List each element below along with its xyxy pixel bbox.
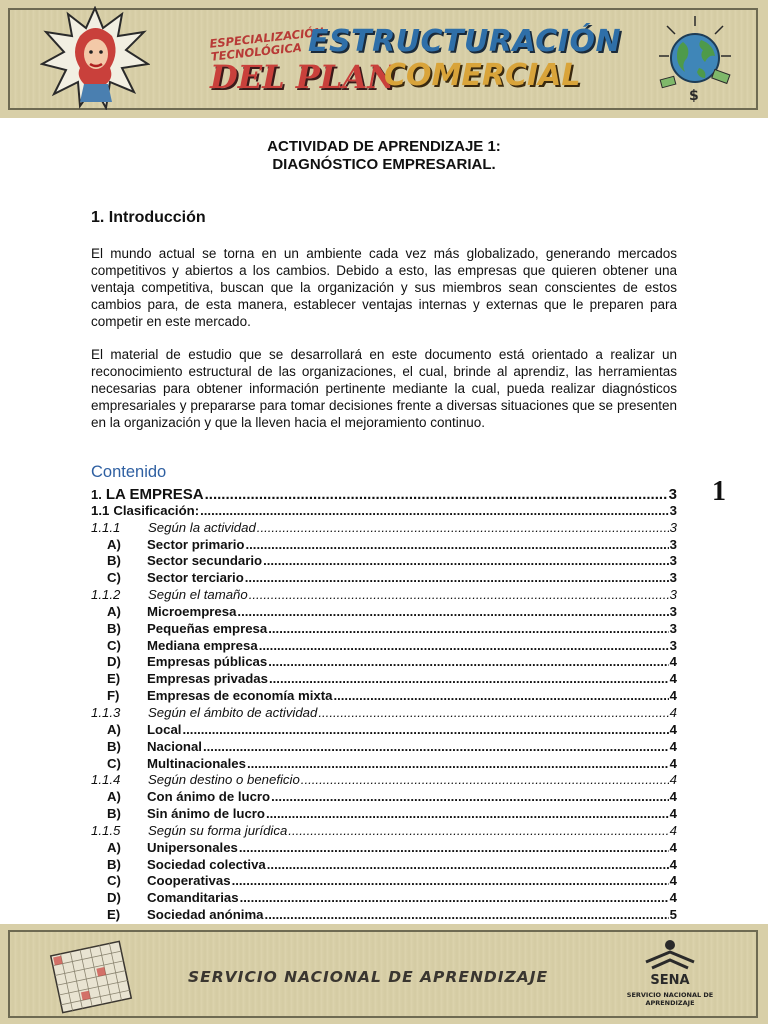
toc-entry-label bbox=[91, 789, 270, 804]
toc-entry-text: Sector secundario bbox=[147, 553, 263, 569]
toc-entry-label bbox=[91, 654, 267, 669]
toc-entry[interactable] bbox=[91, 520, 677, 537]
toc-entry-number: B) bbox=[107, 806, 121, 822]
toc-entry-label bbox=[91, 486, 204, 503]
toc-entry-number: 1.1.1 bbox=[91, 519, 121, 535]
toc-entry-page: 3 bbox=[669, 502, 677, 518]
contents-heading: Contenido bbox=[91, 463, 167, 481]
banner-title-commercial: COMERCIAL bbox=[384, 58, 581, 93]
toc-entry-number: 1.1.4 bbox=[91, 772, 121, 788]
toc-entry-number: B) bbox=[107, 738, 121, 754]
toc-entry-label bbox=[91, 671, 268, 686]
toc-entry-label bbox=[91, 756, 246, 771]
toc-entry[interactable] bbox=[91, 789, 677, 806]
toc-entry-text: Unipersonales bbox=[147, 839, 238, 855]
toc-entry-text: Pequeñas empresa bbox=[147, 620, 268, 636]
toc-entry-page: 3 bbox=[668, 486, 677, 503]
toc-leader-dots bbox=[263, 553, 669, 568]
toc-entry[interactable] bbox=[91, 638, 677, 655]
table-of-contents bbox=[91, 486, 677, 924]
toc-entry[interactable] bbox=[91, 705, 677, 722]
svg-text:$: $ bbox=[689, 88, 699, 104]
toc-entry-label bbox=[91, 907, 264, 922]
toc-leader-dots bbox=[239, 840, 669, 855]
footer-banner bbox=[0, 924, 768, 1024]
toc-entry-label bbox=[91, 890, 239, 905]
toc-entry-label bbox=[91, 806, 265, 821]
toc-entry-number: C) bbox=[107, 755, 121, 771]
footer-title: SERVICIO NACIONAL DE APRENDIZAJE bbox=[188, 968, 549, 986]
toc-entry-text: Empresas privadas bbox=[147, 671, 268, 687]
toc-leader-dots bbox=[269, 671, 669, 686]
toc-entry-page: 4 bbox=[669, 839, 677, 855]
toc-leader-dots bbox=[247, 756, 669, 771]
toc-entry[interactable] bbox=[91, 873, 677, 890]
toc-entry-label bbox=[91, 570, 244, 585]
toc-entry[interactable] bbox=[91, 537, 677, 554]
sena-logo-text: SENA bbox=[650, 973, 690, 988]
toc-entry-text: Según su forma jurídica bbox=[148, 822, 288, 838]
toc-leader-dots bbox=[232, 873, 669, 888]
toc-entry-text: Empresas públicas bbox=[147, 654, 268, 670]
toc-leader-dots bbox=[268, 621, 668, 636]
toc-leader-dots bbox=[203, 739, 669, 754]
toc-entry[interactable] bbox=[91, 688, 677, 705]
toc-entry-label bbox=[91, 739, 202, 754]
intro-paragraph-2: El material de estudio que se desarrollará en este documento está orientado a realizar un reconocimiento estructural de las organizaciones, el cual, brinde al aprendiz, las herramientas necesarias para obtener información pertinente mediante la cual, pueda realizar diagnósticos empresariales y prepararse para tomar decisiones frente a diversas situaciones que se presenten en la organización y que la lleven hacia el mejoramiento continuo. bbox=[91, 347, 677, 430]
toc-entry-label bbox=[91, 857, 266, 872]
toc-entry-page: 4 bbox=[669, 738, 677, 754]
comic-woman-illustration bbox=[40, 6, 150, 110]
toc-leader-dots bbox=[249, 587, 669, 602]
toc-entry-label bbox=[91, 520, 256, 535]
toc-entry-page: 3 bbox=[669, 637, 677, 653]
toc-entry-label bbox=[91, 772, 300, 787]
toc-entry-label bbox=[91, 621, 267, 636]
toc-entry[interactable] bbox=[91, 823, 677, 840]
section-heading-introduction: 1. Introducción bbox=[91, 209, 206, 226]
toc-entry[interactable] bbox=[91, 671, 677, 688]
toc-entry-page: 5 bbox=[669, 907, 677, 923]
toc-entry-text: Sector terciario bbox=[147, 570, 244, 586]
toc-entry[interactable] bbox=[91, 857, 677, 874]
toc-leader-dots bbox=[259, 638, 669, 653]
toc-entry-page: 4 bbox=[669, 890, 677, 906]
banner-title-structuring: ESTRUCTURACIÓN bbox=[308, 24, 622, 59]
toc-entry-page: 4 bbox=[669, 806, 677, 822]
toc-entry-number: C) bbox=[107, 873, 121, 889]
toc-entry-label bbox=[91, 722, 181, 737]
toc-entry-page: 3 bbox=[669, 603, 677, 619]
toc-entry[interactable] bbox=[91, 772, 677, 789]
toc-entry-page: 3 bbox=[669, 620, 677, 636]
toc-entry[interactable] bbox=[91, 553, 677, 570]
toc-entry-number: B) bbox=[107, 856, 121, 872]
toc-entry-label bbox=[91, 688, 332, 703]
toc-entry-label bbox=[91, 705, 317, 720]
toc-entry-label bbox=[91, 604, 236, 619]
toc-entry-text: Comanditarias bbox=[147, 890, 239, 906]
toc-entry-page: 4 bbox=[669, 856, 677, 872]
toc-entry[interactable] bbox=[91, 604, 677, 621]
toc-entry-text: Cooperativas bbox=[147, 873, 231, 889]
toc-entry-text: Microempresa bbox=[147, 603, 237, 619]
toc-entry-label bbox=[91, 587, 248, 602]
toc-leader-dots bbox=[237, 604, 668, 619]
document-title-line1: ACTIVIDAD DE APRENDIZAJE 1: bbox=[267, 138, 501, 155]
toc-entry[interactable] bbox=[91, 503, 677, 520]
document-title-line2: DIAGNÓSTICO EMPRESARIAL. bbox=[272, 156, 496, 173]
toc-leader-dots bbox=[301, 772, 669, 787]
toc-entry-label bbox=[91, 503, 199, 518]
toc-entry[interactable] bbox=[91, 621, 677, 638]
toc-entry-number: B) bbox=[107, 620, 121, 636]
toc-entry-text: Sociedad anónima bbox=[147, 907, 264, 923]
toc-entry-number: A) bbox=[107, 603, 121, 619]
toc-entry-number: A) bbox=[107, 536, 121, 552]
toc-entry-number: 1.1.3 bbox=[91, 704, 121, 720]
toc-entry[interactable] bbox=[91, 840, 677, 857]
toc-entry-number: E) bbox=[107, 671, 121, 687]
toc-leader-dots bbox=[182, 722, 668, 737]
toc-entry[interactable] bbox=[91, 739, 677, 756]
header-banner bbox=[0, 0, 768, 118]
toc-entry-number: D) bbox=[107, 654, 121, 670]
toc-entry-text: Empresas de economía mixta bbox=[147, 688, 333, 704]
sena-logo bbox=[640, 938, 700, 988]
toc-leader-dots bbox=[333, 688, 668, 703]
toc-entry[interactable] bbox=[91, 722, 677, 739]
toc-entry[interactable] bbox=[91, 890, 677, 907]
document-title bbox=[90, 138, 678, 174]
toc-entry[interactable] bbox=[91, 654, 677, 671]
toc-leader-dots bbox=[268, 654, 668, 669]
toc-leader-dots bbox=[245, 537, 668, 552]
toc-entry-number: 1.1.2 bbox=[91, 587, 121, 603]
calendar-illustration bbox=[46, 938, 136, 1016]
toc-leader-dots bbox=[205, 486, 668, 503]
toc-entry-text: Nacional bbox=[147, 738, 202, 754]
toc-entry-label bbox=[91, 537, 244, 552]
toc-entry-number: 1.1.5 bbox=[91, 822, 121, 838]
toc-entry-label bbox=[91, 840, 238, 855]
toc-entry-label bbox=[91, 553, 262, 568]
toc-entry-page: 3 bbox=[669, 587, 677, 603]
toc-entry-number: 1. bbox=[91, 487, 102, 502]
toc-leader-dots bbox=[200, 503, 669, 518]
sena-caption: SERVICIO NACIONAL DE APRENDIZAJE bbox=[626, 991, 714, 1007]
toc-entry-text: Multinacionales bbox=[147, 755, 246, 771]
toc-entry-text: Según la actividad bbox=[148, 519, 256, 535]
banner-title-plan: DEL PLAN bbox=[210, 58, 397, 96]
toc-entry-number: A) bbox=[107, 721, 121, 737]
toc-entry-label bbox=[91, 823, 287, 838]
specialization-label: ESPECIALIZACIÓN TECNOLÓGICA bbox=[208, 24, 325, 64]
toc-leader-dots bbox=[271, 789, 669, 804]
toc-entry-number: F) bbox=[107, 688, 120, 704]
toc-entry[interactable] bbox=[91, 806, 677, 823]
toc-entry-page: 4 bbox=[669, 873, 677, 889]
toc-entry[interactable] bbox=[91, 587, 677, 604]
toc-leader-dots bbox=[240, 890, 669, 905]
toc-entry-page: 4 bbox=[669, 789, 677, 805]
toc-leader-dots bbox=[266, 806, 669, 821]
toc-leader-dots bbox=[257, 520, 669, 535]
toc-entry[interactable] bbox=[91, 570, 677, 587]
toc-entry-page: 4 bbox=[669, 654, 677, 670]
toc-entry-number: E) bbox=[107, 907, 121, 923]
toc-entry-page: 3 bbox=[669, 519, 677, 535]
toc-entry[interactable] bbox=[91, 907, 677, 924]
toc-entry-number: 1.1 bbox=[91, 502, 110, 518]
toc-entry-text: Sector primario bbox=[147, 536, 245, 552]
toc-leader-dots bbox=[267, 857, 669, 872]
toc-entry[interactable] bbox=[91, 486, 677, 503]
toc-entry-text: LA EMPRESA bbox=[105, 486, 204, 503]
toc-entry-page: 4 bbox=[669, 822, 677, 838]
toc-entry-text: Clasificación: bbox=[113, 502, 200, 518]
toc-entry-page: 4 bbox=[669, 721, 677, 737]
toc-entry-text: Sociedad colectiva bbox=[147, 856, 266, 872]
toc-entry-page: 3 bbox=[669, 536, 677, 552]
toc-entry-text: Local bbox=[147, 721, 182, 737]
page-number: 1 bbox=[712, 476, 726, 507]
toc-entry-page: 4 bbox=[669, 772, 677, 788]
toc-leader-dots bbox=[318, 705, 668, 720]
toc-entry[interactable] bbox=[91, 756, 677, 773]
toc-entry-number: A) bbox=[107, 839, 121, 855]
toc-leader-dots bbox=[288, 823, 668, 838]
toc-leader-dots bbox=[245, 570, 669, 585]
toc-entry-number: A) bbox=[107, 789, 121, 805]
toc-entry-page: 4 bbox=[669, 671, 677, 687]
globe-money-illustration bbox=[655, 12, 735, 104]
toc-entry-text: Según el tamaño bbox=[148, 587, 248, 603]
toc-entry-page: 4 bbox=[669, 704, 677, 720]
toc-entry-number: C) bbox=[107, 637, 121, 653]
toc-entry-text: Sin ánimo de lucro bbox=[147, 806, 265, 822]
toc-entry-text: Mediana empresa bbox=[147, 637, 258, 653]
intro-paragraph-1: El mundo actual se torna en un ambiente cada vez más globalizado, generando mercados competitivos y abiertos a los cambios. Debido a esto, las empresas que quieren obtener una ventaja competitiva, buscan que la organización y sus miembros sean conscientes de estos cambios para, de esta manera, establecer ventajas internas y externas que le preparen para competir en este mercado. bbox=[91, 246, 677, 329]
toc-entry-number: D) bbox=[107, 890, 121, 906]
toc-entry-page: 3 bbox=[669, 553, 677, 569]
toc-leader-dots bbox=[265, 907, 669, 922]
toc-entry-number: B) bbox=[107, 553, 121, 569]
toc-entry-label bbox=[91, 873, 231, 888]
toc-entry-text: Según destino o beneficio bbox=[148, 772, 300, 788]
toc-entry-page: 4 bbox=[669, 688, 677, 704]
toc-entry-text: Con ánimo de lucro bbox=[147, 789, 271, 805]
toc-entry-page: 4 bbox=[669, 755, 677, 771]
toc-entry-page: 3 bbox=[669, 570, 677, 586]
toc-entry-label bbox=[91, 638, 258, 653]
toc-entry-number: C) bbox=[107, 570, 121, 586]
toc-entry-text: Según el ámbito de actividad bbox=[148, 704, 318, 720]
